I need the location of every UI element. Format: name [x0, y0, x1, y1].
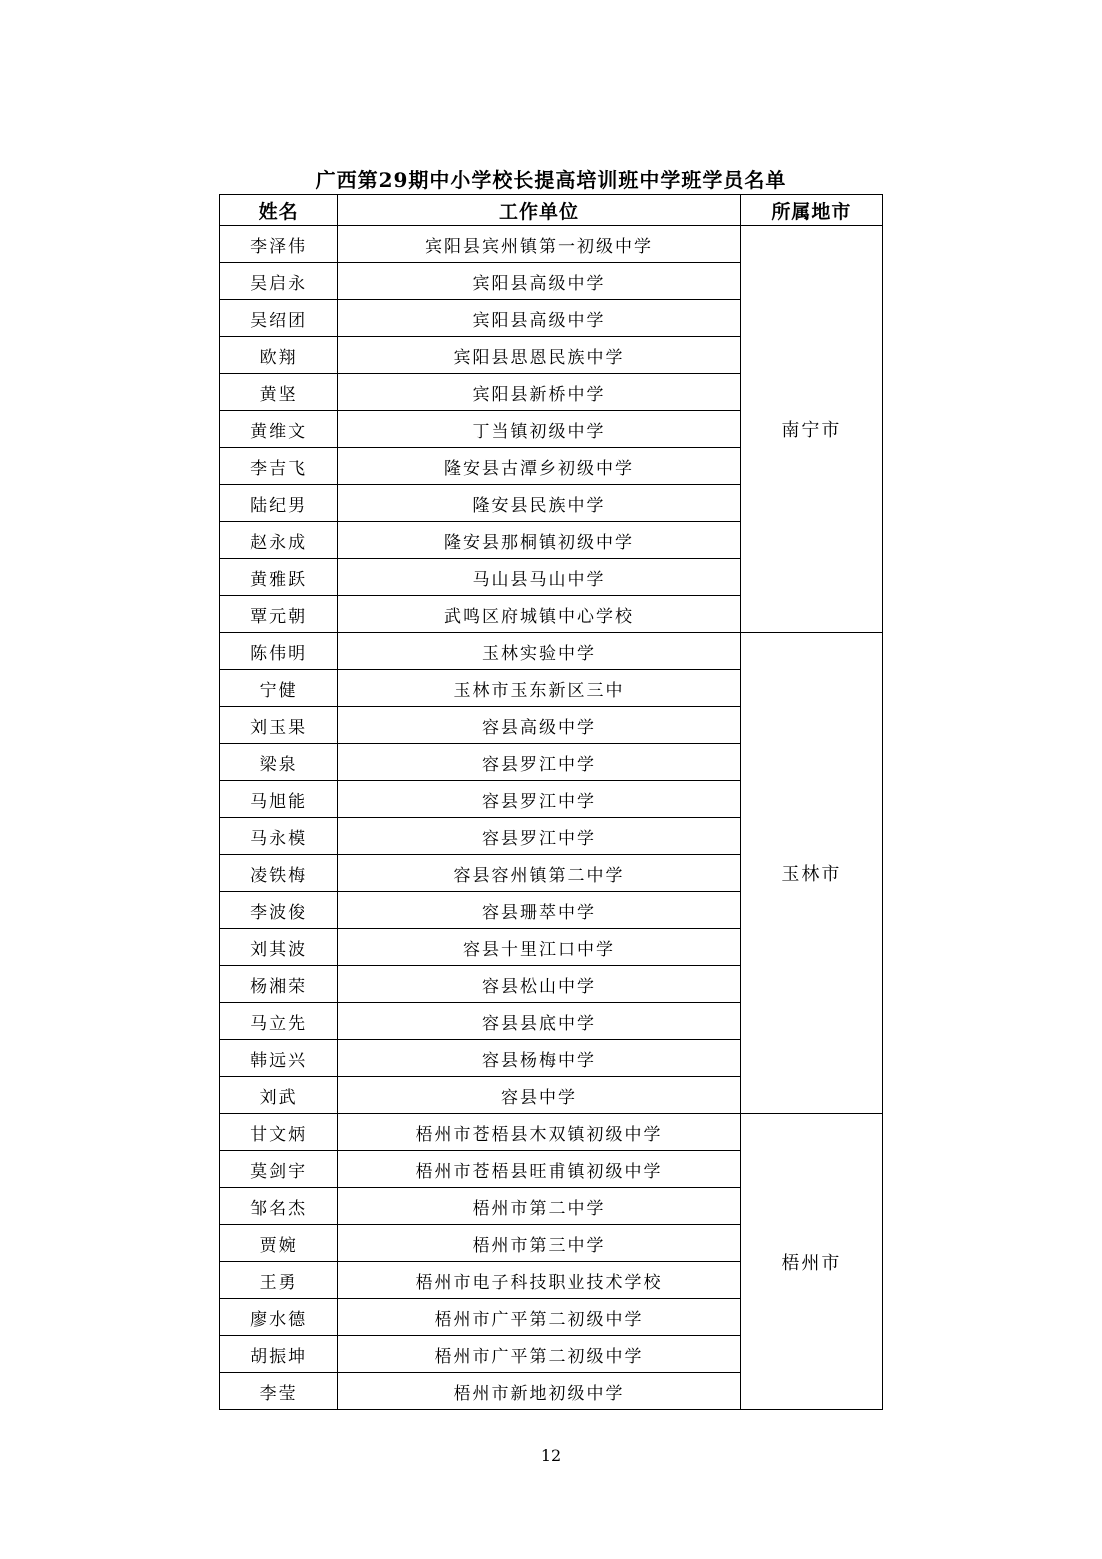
work-unit-cell: 容县松山中学 [338, 966, 741, 1003]
work-unit-cell: 容县县底中学 [338, 1003, 741, 1040]
student-name-cell: 陈伟明 [220, 633, 338, 670]
student-name-cell: 赵永成 [220, 522, 338, 559]
work-unit-cell: 容县珊萃中学 [338, 892, 741, 929]
region-cell: 玉林市 [740, 633, 882, 1114]
student-name-cell: 李吉飞 [220, 448, 338, 485]
student-name-cell: 王勇 [220, 1262, 338, 1299]
student-name-cell: 吴绍团 [220, 300, 338, 337]
student-name-cell: 陆纪男 [220, 485, 338, 522]
work-unit-cell: 容县罗江中学 [338, 818, 741, 855]
table-row [220, 1114, 883, 1151]
header-row [220, 195, 883, 226]
work-unit-cell: 梧州市第二中学 [338, 1188, 741, 1225]
work-unit-cell: 梧州市电子科技职业技术学校 [338, 1262, 741, 1299]
work-unit-cell: 梧州市第三中学 [338, 1225, 741, 1262]
student-name-cell: 韩远兴 [220, 1040, 338, 1077]
work-unit-cell: 宾阳县高级中学 [338, 263, 741, 300]
work-unit-cell: 隆安县民族中学 [338, 485, 741, 522]
student-name-cell: 马立先 [220, 1003, 338, 1040]
work-unit-cell: 武鸣区府城镇中心学校 [338, 596, 741, 633]
student-name-cell: 梁泉 [220, 744, 338, 781]
work-unit-cell: 玉林市玉东新区三中 [338, 670, 741, 707]
work-unit-cell: 马山县马山中学 [338, 559, 741, 596]
student-name-cell: 覃元朝 [220, 596, 338, 633]
work-unit-cell: 宾阳县宾州镇第一初级中学 [338, 226, 741, 263]
student-name-cell: 马永模 [220, 818, 338, 855]
work-unit-cell: 梧州市苍梧县木双镇初级中学 [338, 1114, 741, 1151]
student-name-cell: 黄维文 [220, 411, 338, 448]
student-name-cell: 刘武 [220, 1077, 338, 1114]
header-region: 所属地市 [740, 195, 882, 226]
student-name-cell: 黄雅跃 [220, 559, 338, 596]
work-unit-cell: 宾阳县新桥中学 [338, 374, 741, 411]
work-unit-cell: 容县杨梅中学 [338, 1040, 741, 1077]
work-unit-cell: 梧州市新地初级中学 [338, 1373, 741, 1410]
table-body [220, 226, 883, 1410]
student-name-cell: 欧翔 [220, 337, 338, 374]
region-cell: 梧州市 [740, 1114, 882, 1410]
student-name-cell: 甘文炳 [220, 1114, 338, 1151]
student-name-cell: 凌铁梅 [220, 855, 338, 892]
work-unit-cell: 宾阳县高级中学 [338, 300, 741, 337]
student-name-cell: 杨湘荣 [220, 966, 338, 1003]
student-name-cell: 李泽伟 [220, 226, 338, 263]
work-unit-cell: 容县高级中学 [338, 707, 741, 744]
page-number: 12 [540, 1446, 562, 1465]
work-unit-cell: 容县罗江中学 [338, 781, 741, 818]
work-unit-cell: 玉林实验中学 [338, 633, 741, 670]
work-unit-cell: 隆安县古潭乡初级中学 [338, 448, 741, 485]
header-unit: 工作单位 [338, 195, 741, 226]
table-header [220, 195, 883, 226]
work-unit-cell: 隆安县那桐镇初级中学 [338, 522, 741, 559]
work-unit-cell: 容县罗江中学 [338, 744, 741, 781]
work-unit-cell: 容县中学 [338, 1077, 741, 1114]
work-unit-cell: 容县容州镇第二中学 [338, 855, 741, 892]
student-name-cell: 马旭能 [220, 781, 338, 818]
student-name-cell: 刘其波 [220, 929, 338, 966]
student-name-cell: 莫剑宇 [220, 1151, 338, 1188]
student-name-cell: 廖水德 [220, 1299, 338, 1336]
student-name-cell: 胡振坤 [220, 1336, 338, 1373]
student-name-cell: 李波俊 [220, 892, 338, 929]
student-name-cell: 刘玉果 [220, 707, 338, 744]
student-name-cell: 贾婉 [220, 1225, 338, 1262]
roster-table [219, 194, 883, 1410]
header-name: 姓名 [220, 195, 338, 226]
work-unit-cell: 宾阳县思恩民族中学 [338, 337, 741, 374]
table-row [220, 633, 883, 670]
student-name-cell: 宁健 [220, 670, 338, 707]
student-name-cell: 李莹 [220, 1373, 338, 1410]
work-unit-cell: 梧州市广平第二初级中学 [338, 1336, 741, 1373]
work-unit-cell: 丁当镇初级中学 [338, 411, 741, 448]
work-unit-cell: 梧州市广平第二初级中学 [338, 1299, 741, 1336]
student-name-cell: 吴启永 [220, 263, 338, 300]
work-unit-cell: 梧州市苍梧县旺甫镇初级中学 [338, 1151, 741, 1188]
table-row [220, 226, 883, 263]
student-name-cell: 邹名杰 [220, 1188, 338, 1225]
work-unit-cell: 容县十里江口中学 [338, 929, 741, 966]
student-name-cell: 黄坚 [220, 374, 338, 411]
page-title: 广西第29期中小学校长提高培训班中学班学员名单 [315, 168, 787, 192]
region-cell: 南宁市 [740, 226, 882, 633]
